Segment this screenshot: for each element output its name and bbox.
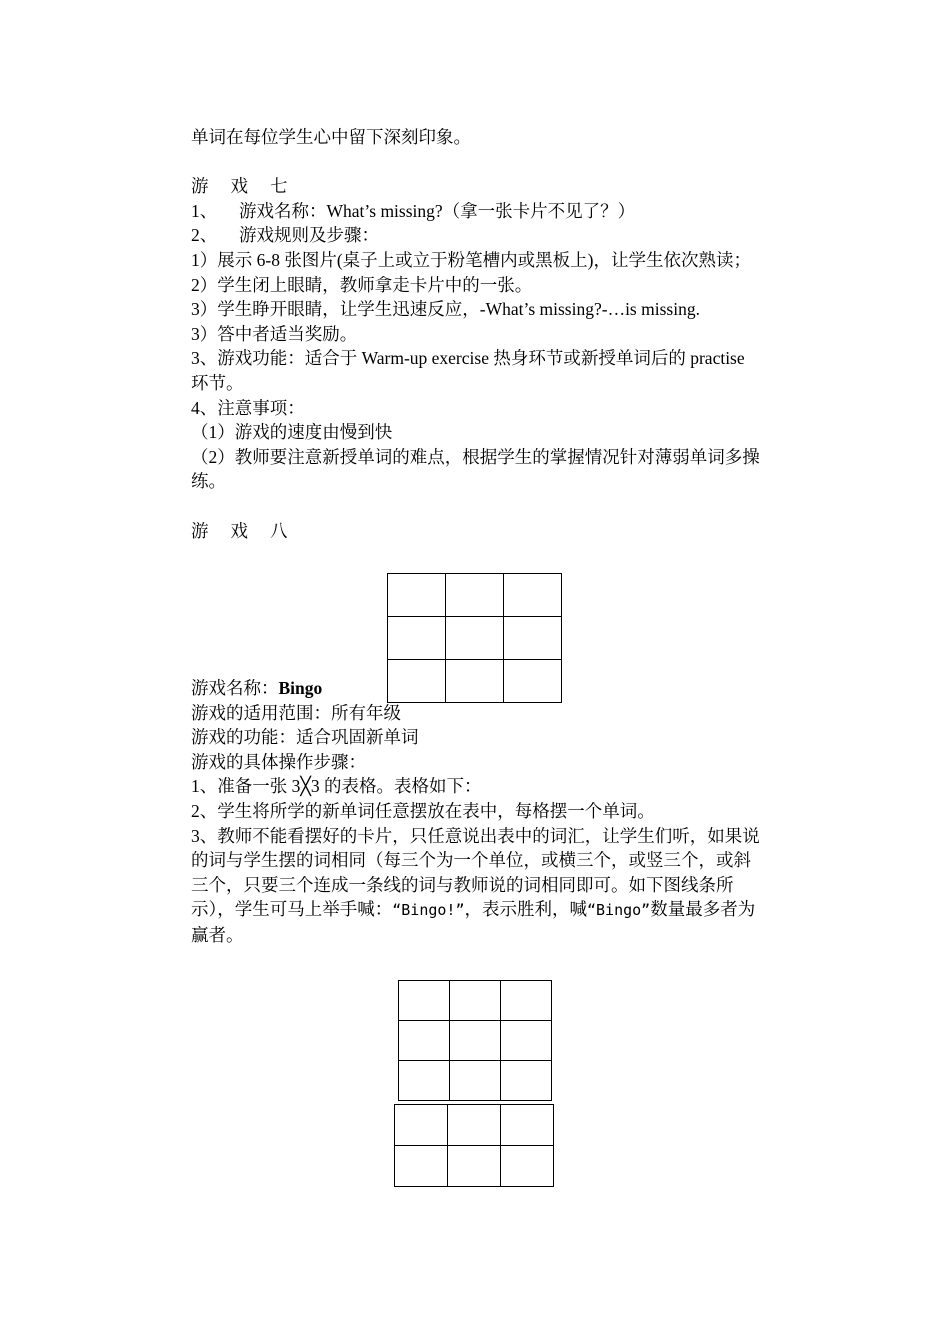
grid-cell [501, 1146, 554, 1187]
grid-cell [504, 574, 562, 617]
grid-cell [446, 574, 504, 617]
game7-item1 [191, 199, 766, 224]
game8-scope: 游戏的适用范围：所有年级 [191, 702, 401, 723]
game8-heading-char-1: 游 [191, 520, 209, 541]
game7-heading-char-3: 七 [270, 176, 288, 197]
grid-cell [395, 1146, 448, 1187]
grid-cell [395, 1105, 448, 1146]
grid-cell [399, 1061, 450, 1101]
game8-name-label: 游戏名称： [191, 678, 279, 699]
game7-note2: （2）教师要注意新授单词的难点，根据学生的掌握情况针对薄弱单词多操练。 [191, 446, 760, 492]
game7-item2-number: 2、 [191, 225, 218, 246]
game8-heading-char-2: 戏 [230, 520, 248, 541]
game7-step2: 2）学生闭上眼睛，教师拿走卡片中的一张。 [191, 274, 533, 295]
game7-function: 3、游戏功能：适合于 Warm-up exercise 热身环节或新授单词后的 practise 环节。 [191, 348, 745, 393]
game8-step3-bingo2: “Bingo” [587, 901, 651, 920]
game7-item1-text: 游戏名称：What’s missing?（拿一张卡片不见了？） [239, 200, 636, 221]
game8-step2: 2、学生将所学的新单词任意摆放在表中，每格摆一个单词。 [191, 801, 655, 822]
bingo-grid-example-top [398, 980, 552, 1101]
game8-step3-part3: 数量最多者为赢者。 [191, 899, 756, 946]
game8-step3-bingo: “Bingo!” [392, 901, 465, 920]
game8-step1: 1、准备一张 3╳3 的表格。表格如下： [191, 776, 482, 797]
game8-steps-title: 游戏的具体操作步骤： [191, 751, 366, 772]
grid-cell [446, 660, 504, 703]
grid-cell [388, 574, 446, 617]
game8-heading-char-3: 八 [270, 520, 288, 541]
grid-cell [504, 617, 562, 660]
grid-cell [450, 1061, 501, 1101]
bingo-grid-blank [387, 573, 562, 703]
grid-row [399, 1021, 552, 1061]
game7-step4: 3）答中者适当奖励。 [191, 323, 358, 344]
grid-row [388, 574, 562, 617]
grid-cell [448, 1146, 501, 1187]
grid-cell [448, 1105, 501, 1146]
game8-function: 游戏的功能：适合巩固新单词 [191, 727, 419, 748]
grid-cell [399, 981, 450, 1021]
grid-row [395, 1146, 554, 1187]
grid-row [399, 1061, 552, 1101]
grid-cell [501, 1105, 554, 1146]
grid-row [388, 617, 562, 660]
grid-cell [450, 981, 501, 1021]
game8-step3 [191, 824, 766, 948]
game7-heading [191, 174, 766, 199]
grid-row [399, 981, 552, 1021]
grid-cell [388, 617, 446, 660]
game7-item1-number: 1、 [191, 200, 218, 221]
bingo-grid-example-bottom [394, 1104, 554, 1187]
grid-cell [450, 1021, 501, 1061]
grid-cell [501, 1021, 552, 1061]
intro-line: 单词在每位学生心中留下深刻印象。 [191, 127, 471, 147]
game7-item2 [191, 223, 766, 248]
game7-notes-title: 4、注意事项： [191, 397, 305, 418]
grid-cell [501, 981, 552, 1021]
grid-row [388, 660, 562, 703]
game8-step3-part2: ，表示胜利，喊 [464, 899, 587, 920]
game7-step1: 1）展示 6-8 张图片(桌子上或立于粉笔槽内或黑板上)，让学生依次熟读； [191, 249, 751, 270]
grid-cell [501, 1061, 552, 1101]
game8-heading [191, 519, 766, 544]
grid-cell [504, 660, 562, 703]
game7-heading-char-2: 戏 [230, 176, 248, 197]
game8-step3-part1: 3、教师不能看摆好的卡片，只任意说出表中的词汇，让学生们听，如果说的词与学生摆的词相同（每三个为一个单位，或横三个，或竖三个，或斜三个，只要三个连成一条线的词与教师说的词相同即可。如下图线条所示），学生可马上举手喊： [191, 825, 760, 920]
game7-note1: （1）游戏的速度由慢到快 [191, 422, 393, 443]
game7-item2-text: 游戏规则及步骤： [239, 225, 379, 246]
grid-cell [399, 1021, 450, 1061]
game8-name-value: Bingo [278, 678, 323, 699]
grid-row [395, 1105, 554, 1146]
game7-step3: 3）学生睁开眼睛，让学生迅速反应，-What’s missing?-…is missing. [191, 299, 700, 320]
document-page [191, 125, 766, 948]
grid-cell [446, 617, 504, 660]
game7-heading-char-1: 游 [191, 176, 209, 197]
grid-cell [388, 660, 446, 703]
